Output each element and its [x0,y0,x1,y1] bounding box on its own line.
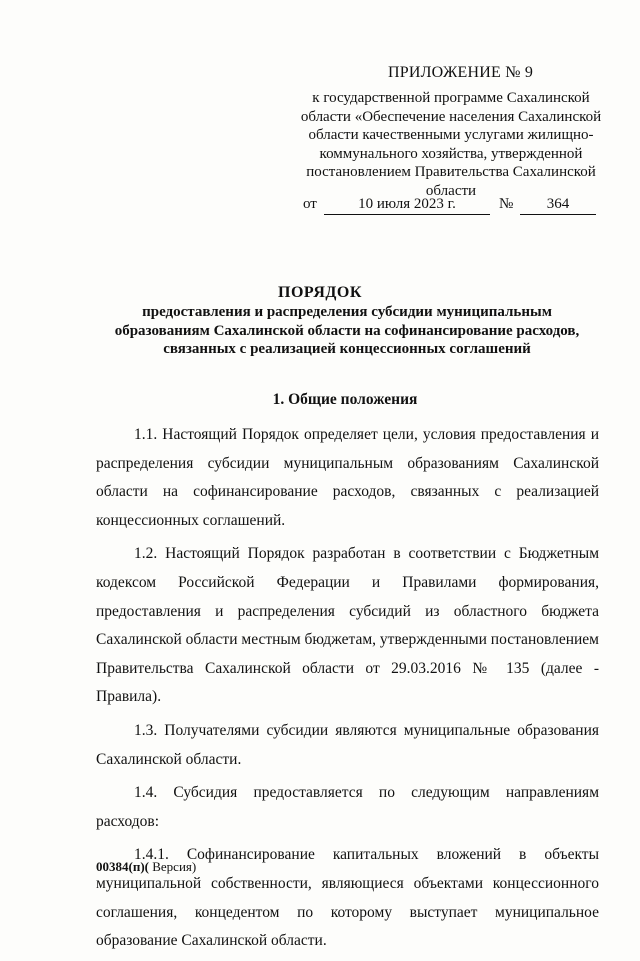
number-prefix: № [499,196,514,212]
resolution-number: 364 [520,196,596,215]
approval-date-row [0,196,640,218]
appendix-reference-text: к государственной программе Сахалинской области «Обеспечение населения Сахалинской области качественными услугами жилищно-коммунального хозяйства, утвержденной постановлением Правительства Сахалинской области [300,90,602,199]
paragraph-1-4-1: 1.4.1. Софинансирование капитальных вложений в объекты муниципальной собственности, являющиеся объектами концессионного соглашения, концедентом по которому выступает муниципальное образование Сахалинской области. [96,846,599,950]
document-code [96,859,196,875]
paragraph-1-4: 1.4. Субсидия предоставляется по следующим направлениям расходов: [96,784,599,830]
section-body [96,421,599,961]
approval-date: 10 июля 2023 г. [324,196,490,215]
document-code-number: 00384(п)( [96,859,149,874]
document-title: ПОРЯДОК [278,284,362,301]
paragraph-1-2: 1.2. Настоящий Порядок разработан в соответствии с Бюджетным кодексом Российской Федерации и Правилами формирования, предоставления и распределения субсидий из областного бюджета Сахалинской области местным бюджетам, утвержденными постановлением Правительства Сахалинской области от 29.03.2016 № 135 (далее - Правила). [96,545,599,706]
appendix-title: ПРИЛОЖЕНИЕ № 9 [388,64,534,81]
paragraph-1-1: 1.1. Настоящий Порядок определяет цели, условия предоставления и распределения субсидии муниципальным образованиям Сахалинской области на софинансирование расходов, связанных с реализацией концессионных соглашений. [96,426,599,529]
document-subtitle: предоставления и распределения субсидии муниципальным образованиям Сахалинской области на софинансирование расходов, связанных с реализацией концессионных соглашений [114,304,580,357]
date-prefix: от [303,196,317,212]
document-version: Версия) [148,859,197,874]
section-heading: 1. Общие положения [272,391,418,408]
paragraph-1-3: 1.3. Получателями субсидии являются муниципальные образования Сахалинской области. [96,721,599,768]
